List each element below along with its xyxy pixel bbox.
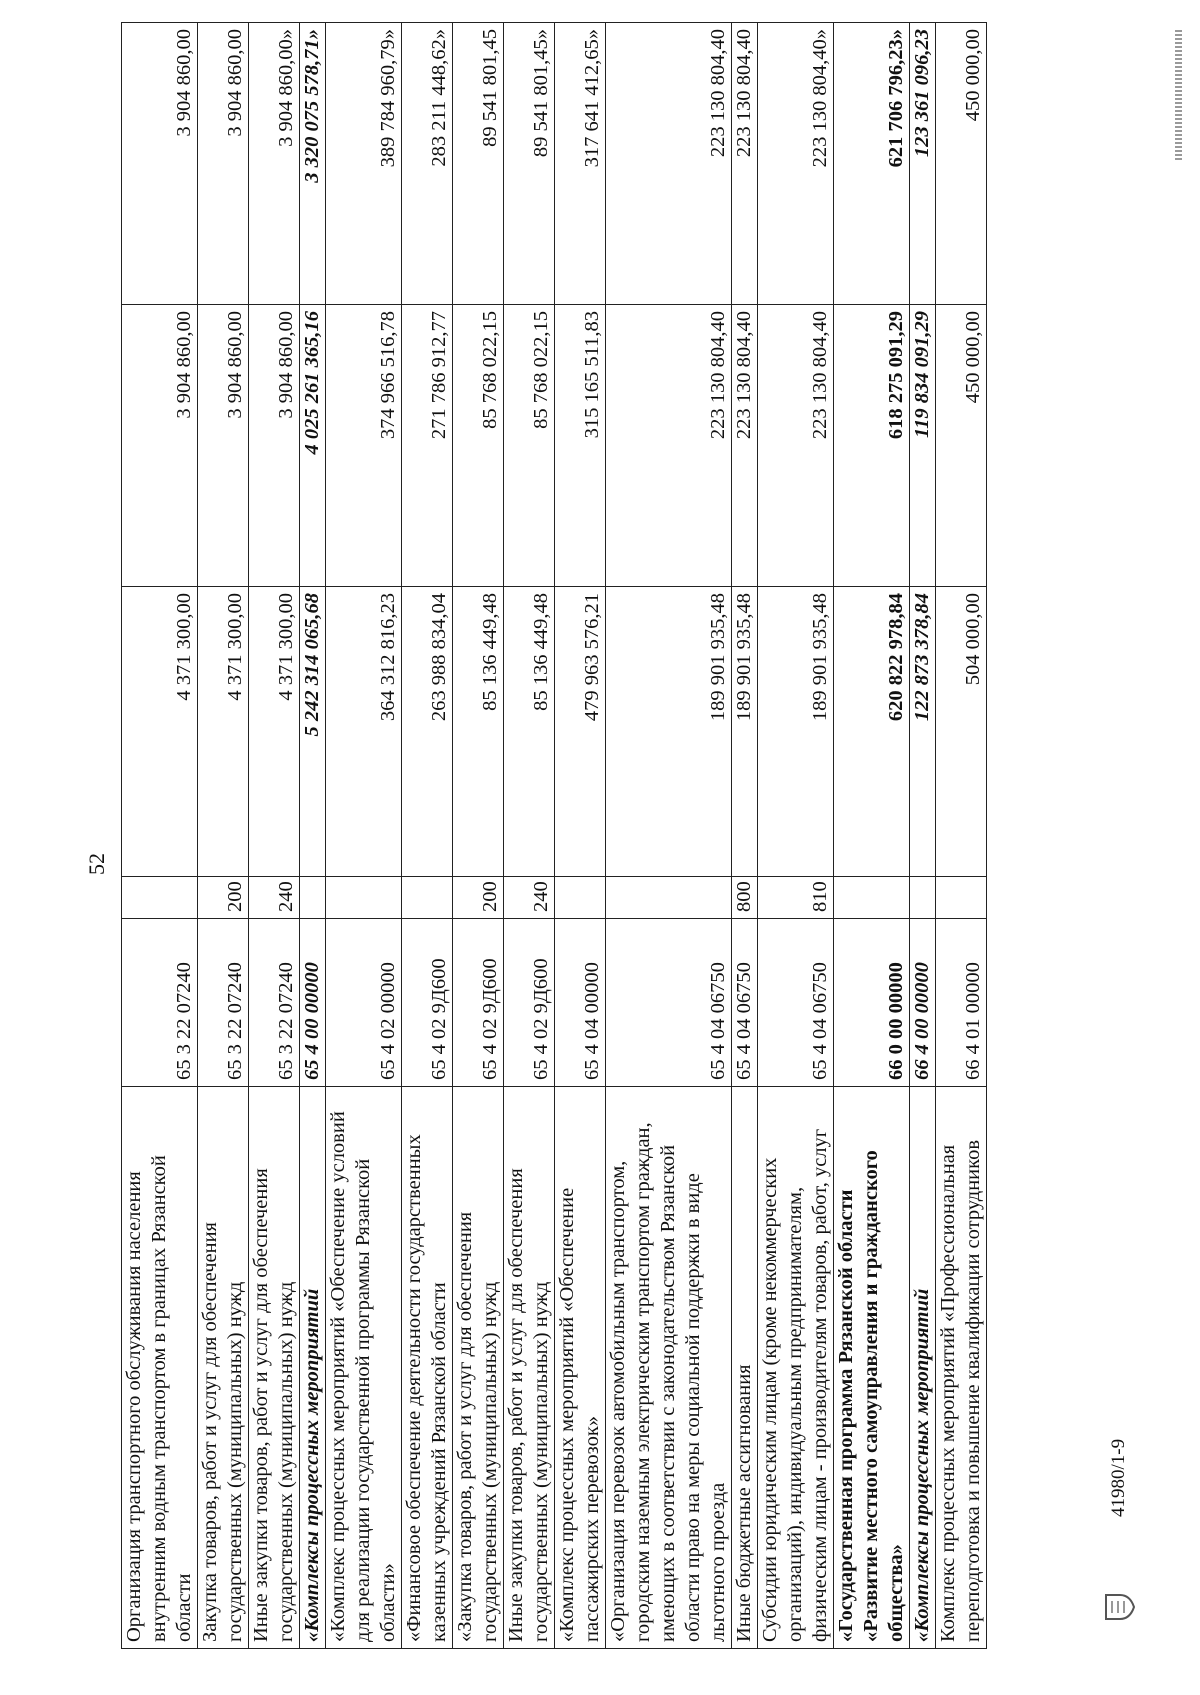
code-cell: 65 4 04 06750 <box>758 919 834 1087</box>
desc-cell: «Закупка товаров, работ и услуг для обеспечения государственных (муниципальных) нужд <box>453 1087 504 1649</box>
expense-type-cell <box>300 877 326 919</box>
table-row <box>606 23 732 1649</box>
desc-cell: Иные закупки товаров, работ и услуг для обеспечения государственных (муниципальных) нужд <box>249 1087 300 1649</box>
expense-type-cell: 810 <box>758 877 834 919</box>
amount-year1-cell: 85 136 449,48 <box>504 587 555 877</box>
desc-cell: «Комплекс процессных мероприятий «Обеспечение пассажирских перевозок» <box>555 1087 606 1649</box>
table-row <box>198 23 249 1649</box>
code-cell: 66 4 01 00000 <box>936 919 987 1087</box>
table-row <box>300 23 326 1649</box>
amount-year3-cell: 123 361 096,23 <box>910 23 936 305</box>
amount-year2-cell: 315 165 511,83 <box>555 305 606 587</box>
amount-year2-cell: 450 000,00 <box>936 305 987 587</box>
table-row <box>326 23 402 1649</box>
desc-cell: Иные бюджетные ассигнования <box>732 1087 758 1649</box>
desc-cell: «Комплексы процессных мероприятий <box>300 1087 326 1649</box>
desc-cell: «Государственная программа Рязанской области «Развитие местного самоуправления и гражданского общества» <box>834 1087 910 1649</box>
amount-year3-cell: 317 641 412,65» <box>555 23 606 305</box>
code-cell: 65 3 22 07240 <box>122 919 198 1087</box>
table-row <box>834 23 910 1649</box>
amount-year3-cell: 223 130 804,40» <box>758 23 834 305</box>
coat-of-arms-icon <box>1100 1589 1136 1625</box>
amount-year2-cell: 271 786 912,77 <box>402 305 453 587</box>
amount-year3-cell: 3 320 075 578,71» <box>300 23 326 305</box>
desc-cell: Комплекс процессных мероприятий «Профессиональная переподготовка и повышение квалификации сотрудников <box>936 1087 987 1649</box>
amount-year2-cell: 618 275 091,29 <box>834 305 910 587</box>
desc-cell: Иные закупки товаров, работ и услуг для обеспечения государственных (муниципальных) нужд <box>504 1087 555 1649</box>
amount-year2-cell: 85 768 022,15 <box>453 305 504 587</box>
amount-year2-cell: 223 130 804,40 <box>606 305 732 587</box>
amount-year2-cell: 85 768 022,15 <box>504 305 555 587</box>
table-row <box>249 23 300 1649</box>
table-row <box>122 23 198 1649</box>
budget-table <box>121 22 987 1649</box>
amount-year2-cell: 223 130 804,40 <box>732 305 758 587</box>
amount-year3-cell: 450 000,00 <box>936 23 987 305</box>
code-cell: 65 4 02 9Д600 <box>453 919 504 1087</box>
table-row <box>555 23 606 1649</box>
code-cell: 65 4 04 00000 <box>555 919 606 1087</box>
amount-year3-cell: 3 904 860,00» <box>249 23 300 305</box>
desc-cell: Закупка товаров, работ и услуг для обеспечения государственных (муниципальных) нужд <box>198 1087 249 1649</box>
code-cell: 65 3 22 07240 <box>249 919 300 1087</box>
amount-year1-cell: 4 371 300,00 <box>198 587 249 877</box>
amount-year1-cell: 189 901 935,48 <box>758 587 834 877</box>
table-row <box>453 23 504 1649</box>
code-cell: 66 0 00 00000 <box>834 919 910 1087</box>
amount-year2-cell: 374 966 516,78 <box>326 305 402 587</box>
code-cell: 66 4 00 00000 <box>910 919 936 1087</box>
amount-year1-cell: 122 873 378,84 <box>910 587 936 877</box>
expense-type-cell <box>122 877 198 919</box>
amount-year2-cell: 119 834 091,29 <box>910 305 936 587</box>
expense-type-cell <box>910 877 936 919</box>
expense-type-cell <box>555 877 606 919</box>
amount-year3-cell: 89 541 801,45 <box>453 23 504 305</box>
expense-type-cell: 200 <box>453 877 504 919</box>
code-cell: 65 4 02 9Д600 <box>504 919 555 1087</box>
amount-year2-cell: 3 904 860,00 <box>249 305 300 587</box>
amount-year1-cell: 263 988 834,04 <box>402 587 453 877</box>
desc-cell: «Финансовое обеспечение деятельности государственных казенных учреждений Рязанской области <box>402 1087 453 1649</box>
desc-cell: Субсидии юридическим лицам (кроме некоммерческих организаций), индивидуальным предпринимателям, физическим лицам - производителям товаров, работ, услуг <box>758 1087 834 1649</box>
amount-year2-cell: 223 130 804,40 <box>758 305 834 587</box>
table-row <box>732 23 758 1649</box>
amount-year2-cell: 3 904 860,00 <box>122 305 198 587</box>
expense-type-cell: 200 <box>198 877 249 919</box>
amount-year1-cell: 504 000,00 <box>936 587 987 877</box>
amount-year3-cell: 283 211 448,62» <box>402 23 453 305</box>
desc-cell: «Комплекс процессных мероприятий «Обеспечение условий для реализации государственной программы Рязанской области» <box>326 1087 402 1649</box>
document-id: 41980/1-9 <box>1108 1438 1129 1517</box>
desc-cell: Организация транспортного обслуживания населения внутренним водным транспортом в границах Рязанской области <box>122 1087 198 1649</box>
amount-year3-cell: 621 706 796,23» <box>834 23 910 305</box>
amount-year3-cell: 89 541 801,45» <box>504 23 555 305</box>
amount-year3-cell: 3 904 860,00 <box>122 23 198 305</box>
desc-cell: «Организация перевозок автомобильным транспортом, городским наземным электрическим транспортом граждан, имеющих в соответствии с законодательством Рязанской области право на меры социальной поддержки в виде льготного проезда <box>606 1087 732 1649</box>
table-row <box>936 23 987 1649</box>
page-number: 52 <box>84 853 109 875</box>
expense-type-cell <box>402 877 453 919</box>
code-cell: 65 4 02 9Д600 <box>402 919 453 1087</box>
expense-type-cell <box>326 877 402 919</box>
code-cell: 65 4 04 06750 <box>732 919 758 1087</box>
expense-type-cell: 800 <box>732 877 758 919</box>
amount-year1-cell: 5 242 314 065,68 <box>300 587 326 877</box>
amount-year3-cell: 223 130 804,40 <box>606 23 732 305</box>
code-cell: 65 4 04 06750 <box>606 919 732 1087</box>
expense-type-cell <box>936 877 987 919</box>
amount-year1-cell: 189 901 935,48 <box>606 587 732 877</box>
table-row <box>402 23 453 1649</box>
amount-year3-cell: 389 784 960,79» <box>326 23 402 305</box>
amount-year1-cell: 4 371 300,00 <box>122 587 198 877</box>
expense-type-cell <box>834 877 910 919</box>
amount-year1-cell: 620 822 978,84 <box>834 587 910 877</box>
amount-year1-cell: 4 371 300,00 <box>249 587 300 877</box>
amount-year2-cell: 3 904 860,00 <box>198 305 249 587</box>
scan-barcode-strip <box>1175 30 1182 160</box>
code-cell: 65 4 02 00000 <box>326 919 402 1087</box>
code-cell: 65 4 00 00000 <box>300 919 326 1087</box>
desc-cell: «Комплексы процессных мероприятий <box>910 1087 936 1649</box>
amount-year1-cell: 479 963 576,21 <box>555 587 606 877</box>
amount-year3-cell: 3 904 860,00 <box>198 23 249 305</box>
amount-year1-cell: 85 136 449,48 <box>453 587 504 877</box>
expense-type-cell <box>606 877 732 919</box>
expense-type-cell: 240 <box>504 877 555 919</box>
code-cell: 65 3 22 07240 <box>198 919 249 1087</box>
table-row <box>758 23 834 1649</box>
table-row <box>910 23 936 1649</box>
expense-type-cell: 240 <box>249 877 300 919</box>
amount-year2-cell: 4 025 261 365,16 <box>300 305 326 587</box>
table-row <box>504 23 555 1649</box>
amount-year1-cell: 189 901 935,48 <box>732 587 758 877</box>
amount-year1-cell: 364 312 816,23 <box>326 587 402 877</box>
amount-year3-cell: 223 130 804,40 <box>732 23 758 305</box>
